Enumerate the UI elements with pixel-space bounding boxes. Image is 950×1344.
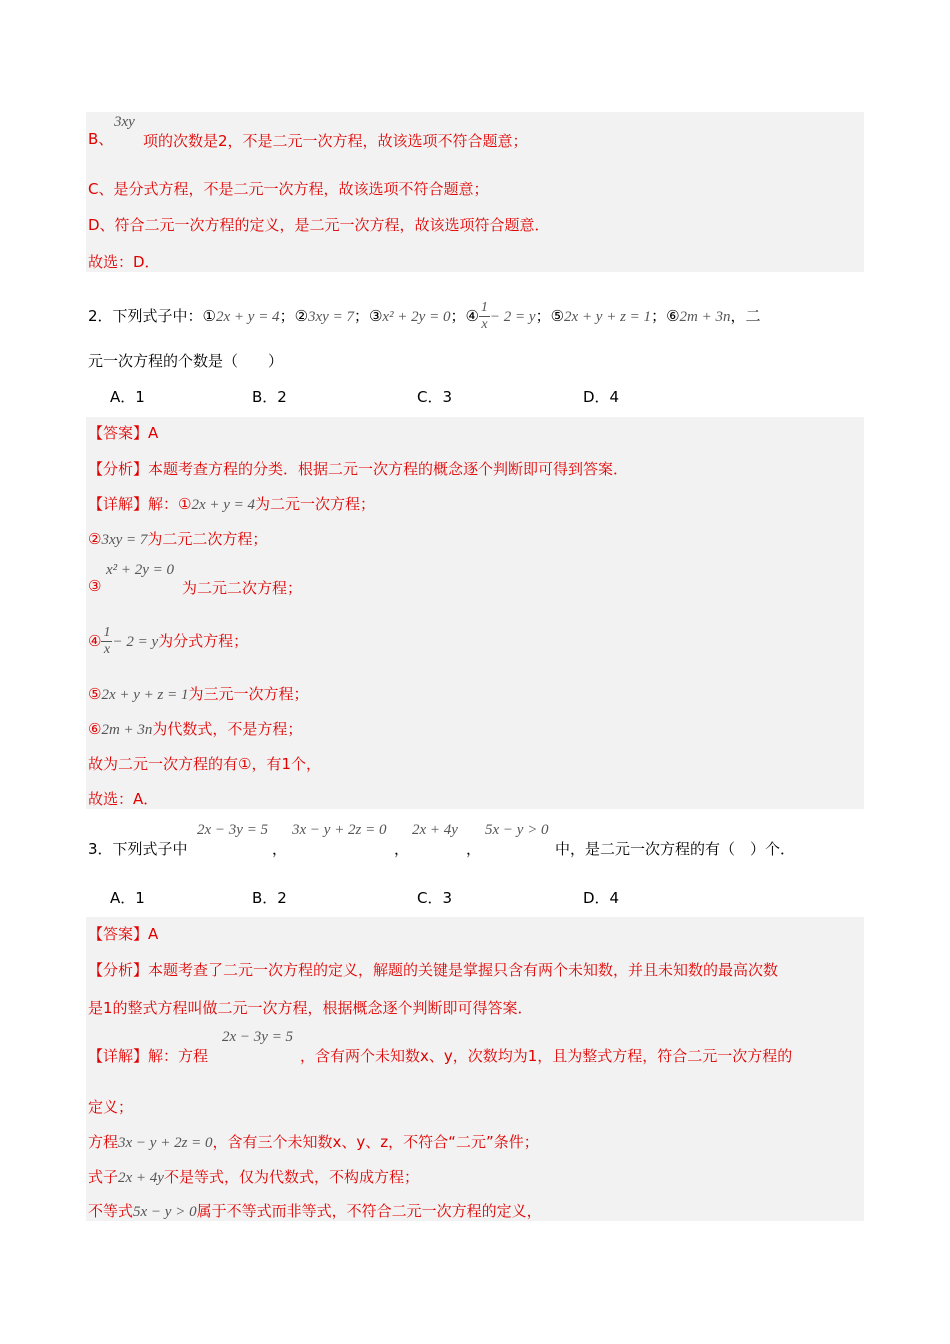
- q3-detail-4-prefix: 不等式: [88, 1202, 134, 1220]
- q2-detail-6-prefix: ⑥: [88, 720, 102, 738]
- frac-den: x: [103, 642, 111, 657]
- frac-num: 1: [103, 625, 111, 640]
- q2-conclusion: 故为二元一次方程的有①，有1个，: [88, 755, 321, 773]
- q3-option-c: C．3: [417, 889, 453, 907]
- q2-choice: 故选：A．: [88, 790, 159, 808]
- q2-expr-1: 2x + y = 4: [216, 309, 280, 325]
- q2-detail-4-prefix: ④: [88, 632, 102, 650]
- q2-expr-4-rest: − 2 = y: [489, 309, 536, 325]
- q1-choice: 故选：D．: [88, 253, 160, 271]
- q2-detail-3-text: 为二元二次方程；: [182, 579, 303, 597]
- q2-expr-5: 2x + y + z = 1: [564, 309, 652, 325]
- q3-option-a: A．1: [110, 889, 145, 907]
- q2-option-c: C．3: [417, 388, 453, 406]
- q1-b-math: 3xy: [114, 114, 135, 130]
- q3-detail-2: [88, 1131, 539, 1152]
- q2-option-d: D．4: [583, 388, 620, 406]
- q2-expr-3: x² + 2y = 0: [382, 309, 451, 325]
- q2-detail-4: [88, 625, 248, 658]
- q3-expr-1: 2x − 3y = 5: [197, 822, 269, 838]
- q2-analysis: 【分析】本题考查方程的分类．根据二元一次方程的概念逐个判断即可得到答案．: [88, 460, 629, 478]
- q2-detail-4-text: 为分式方程；: [158, 632, 249, 650]
- q2-detail-1: [88, 493, 375, 514]
- q3-detail-3-math: 2x + 4y: [118, 1170, 164, 1186]
- q2-detail-label: 【详解】解：①: [88, 495, 192, 513]
- q2-sep-2: ；②: [279, 307, 309, 325]
- q3-detail-3-text: 不是等式，仅为代数式，不构成方程；: [163, 1168, 419, 1186]
- q2-expr-2: 3xy = 7: [308, 309, 354, 325]
- frac-num: 1: [480, 300, 488, 315]
- q2-detail-2-text: 为二元二次方程；: [147, 530, 268, 548]
- q3-analysis-line2: 是1的整式方程叫做二元一次方程，根据概念逐个判断即可得答案．: [88, 999, 533, 1017]
- q3-comma-2: ，: [394, 840, 410, 858]
- q2-detail-6: [88, 718, 302, 739]
- q2-stem-start: 2．下列式子中：①: [88, 307, 216, 325]
- q3-detail-3: [88, 1166, 419, 1187]
- q2-expr-4-fraction: [479, 300, 490, 333]
- q3-expr-2: 3x − y + 2z = 0: [292, 822, 387, 838]
- q3-option-d: D．4: [583, 889, 620, 907]
- q2-sep-4: ；④: [450, 307, 479, 325]
- q1-option-c-explanation: C、是分式方程，不是二元一次方程，故该选项不符合题意；: [88, 180, 489, 198]
- q2-detail-4-fraction: [101, 625, 112, 658]
- q2-detail-5-math: 2x + y + z = 1: [101, 687, 189, 703]
- q3-stem-start: 3．下列式子中: [88, 840, 188, 858]
- q2-option-a: A．1: [110, 388, 145, 406]
- q3-expr-3: 2x + 4y: [412, 822, 458, 838]
- q3-detail-4-math: 5x − y > 0: [133, 1204, 197, 1220]
- q3-detail-4-text: 属于不等式而非等式，不符合二元一次方程的定义，: [196, 1202, 542, 1220]
- q3-detail-label: 【详解】解：方程: [88, 1047, 209, 1065]
- q3-comma-1: ，: [272, 840, 288, 858]
- q2-detail-1-text: 为二元一次方程；: [255, 495, 376, 513]
- q3-answer: 【答案】A: [88, 925, 159, 943]
- q3-detail-2-math: 3x − y + 2z = 0: [118, 1135, 213, 1151]
- b-prefix: B、: [88, 130, 114, 148]
- q2-detail-5-text: 为三元一次方程；: [188, 685, 309, 703]
- q2-detail-4-rest: − 2 = y: [112, 634, 159, 650]
- q2-sep-5: ；⑤: [535, 307, 565, 325]
- q2-answer: 【答案】A: [88, 424, 159, 442]
- q2-sep-3: ；③: [353, 307, 383, 325]
- q1-b-text: 项的次数是2，不是二元一次方程，故该选项不符合题意；: [143, 132, 528, 150]
- q2-detail-3-math: x² + 2y = 0: [106, 562, 175, 578]
- q1-option-d-explanation: D、符合二元一次方程的定义，是二元一次方程，故该选项符合题意．: [88, 216, 550, 234]
- q3-detail-2-prefix: 方程: [88, 1133, 119, 1151]
- q3-detail-3-prefix: 式子: [88, 1168, 119, 1186]
- q2-sep-6: ；⑥: [651, 307, 680, 325]
- q1-option-b-explanation: [88, 128, 113, 149]
- q2-detail-3-prefix: ③: [88, 577, 102, 595]
- q3-detail-2-text: ，含有三个未知数x、y、z，不符合“二元”条件；: [212, 1133, 539, 1151]
- q2-stem-line1: [88, 300, 761, 333]
- q2-option-b: B．2: [252, 388, 287, 406]
- q2-stem-end: ，二: [730, 307, 761, 325]
- q2-detail-5-prefix: ⑤: [88, 685, 102, 703]
- q3-comma-3: ，: [466, 840, 482, 858]
- frac-den: x: [481, 317, 488, 332]
- q2-detail-5: [88, 683, 309, 704]
- q2-detail-1-math: 2x + y = 4: [191, 497, 256, 513]
- q3-expr-4: 5x − y > 0: [485, 822, 549, 838]
- q3-detail-1-text: ，含有两个未知数x、y，次数均为1，且为整式方程，符合二元一次方程的: [300, 1047, 793, 1065]
- q3-option-b: B．2: [252, 889, 287, 907]
- q2-expr-6: 2m + 3n: [679, 309, 731, 325]
- q3-detail-1-text2: 定义；: [88, 1098, 134, 1116]
- q2-detail-6-text: 为代数式，不是方程；: [152, 720, 303, 738]
- q2-stem-line2: 元一次方程的个数是（ ）: [88, 352, 284, 370]
- q3-stem-end: 中，是二元一次方程的有（ ）个．: [555, 840, 796, 858]
- q2-detail-2: [88, 528, 267, 549]
- q2-detail-2-math: 3xy = 7: [101, 532, 148, 548]
- q2-detail-2-prefix: ②: [88, 530, 102, 548]
- q3-detail-1-math: 2x − 3y = 5: [222, 1029, 294, 1045]
- q3-detail-4: [88, 1200, 542, 1221]
- q2-detail-6-math: 2m + 3n: [101, 722, 153, 738]
- q3-analysis-line1: 【分析】本题考查了二元一次方程的定义，解题的关键是掌握只含有两个未知数，并且未知数的最高次数: [88, 961, 779, 979]
